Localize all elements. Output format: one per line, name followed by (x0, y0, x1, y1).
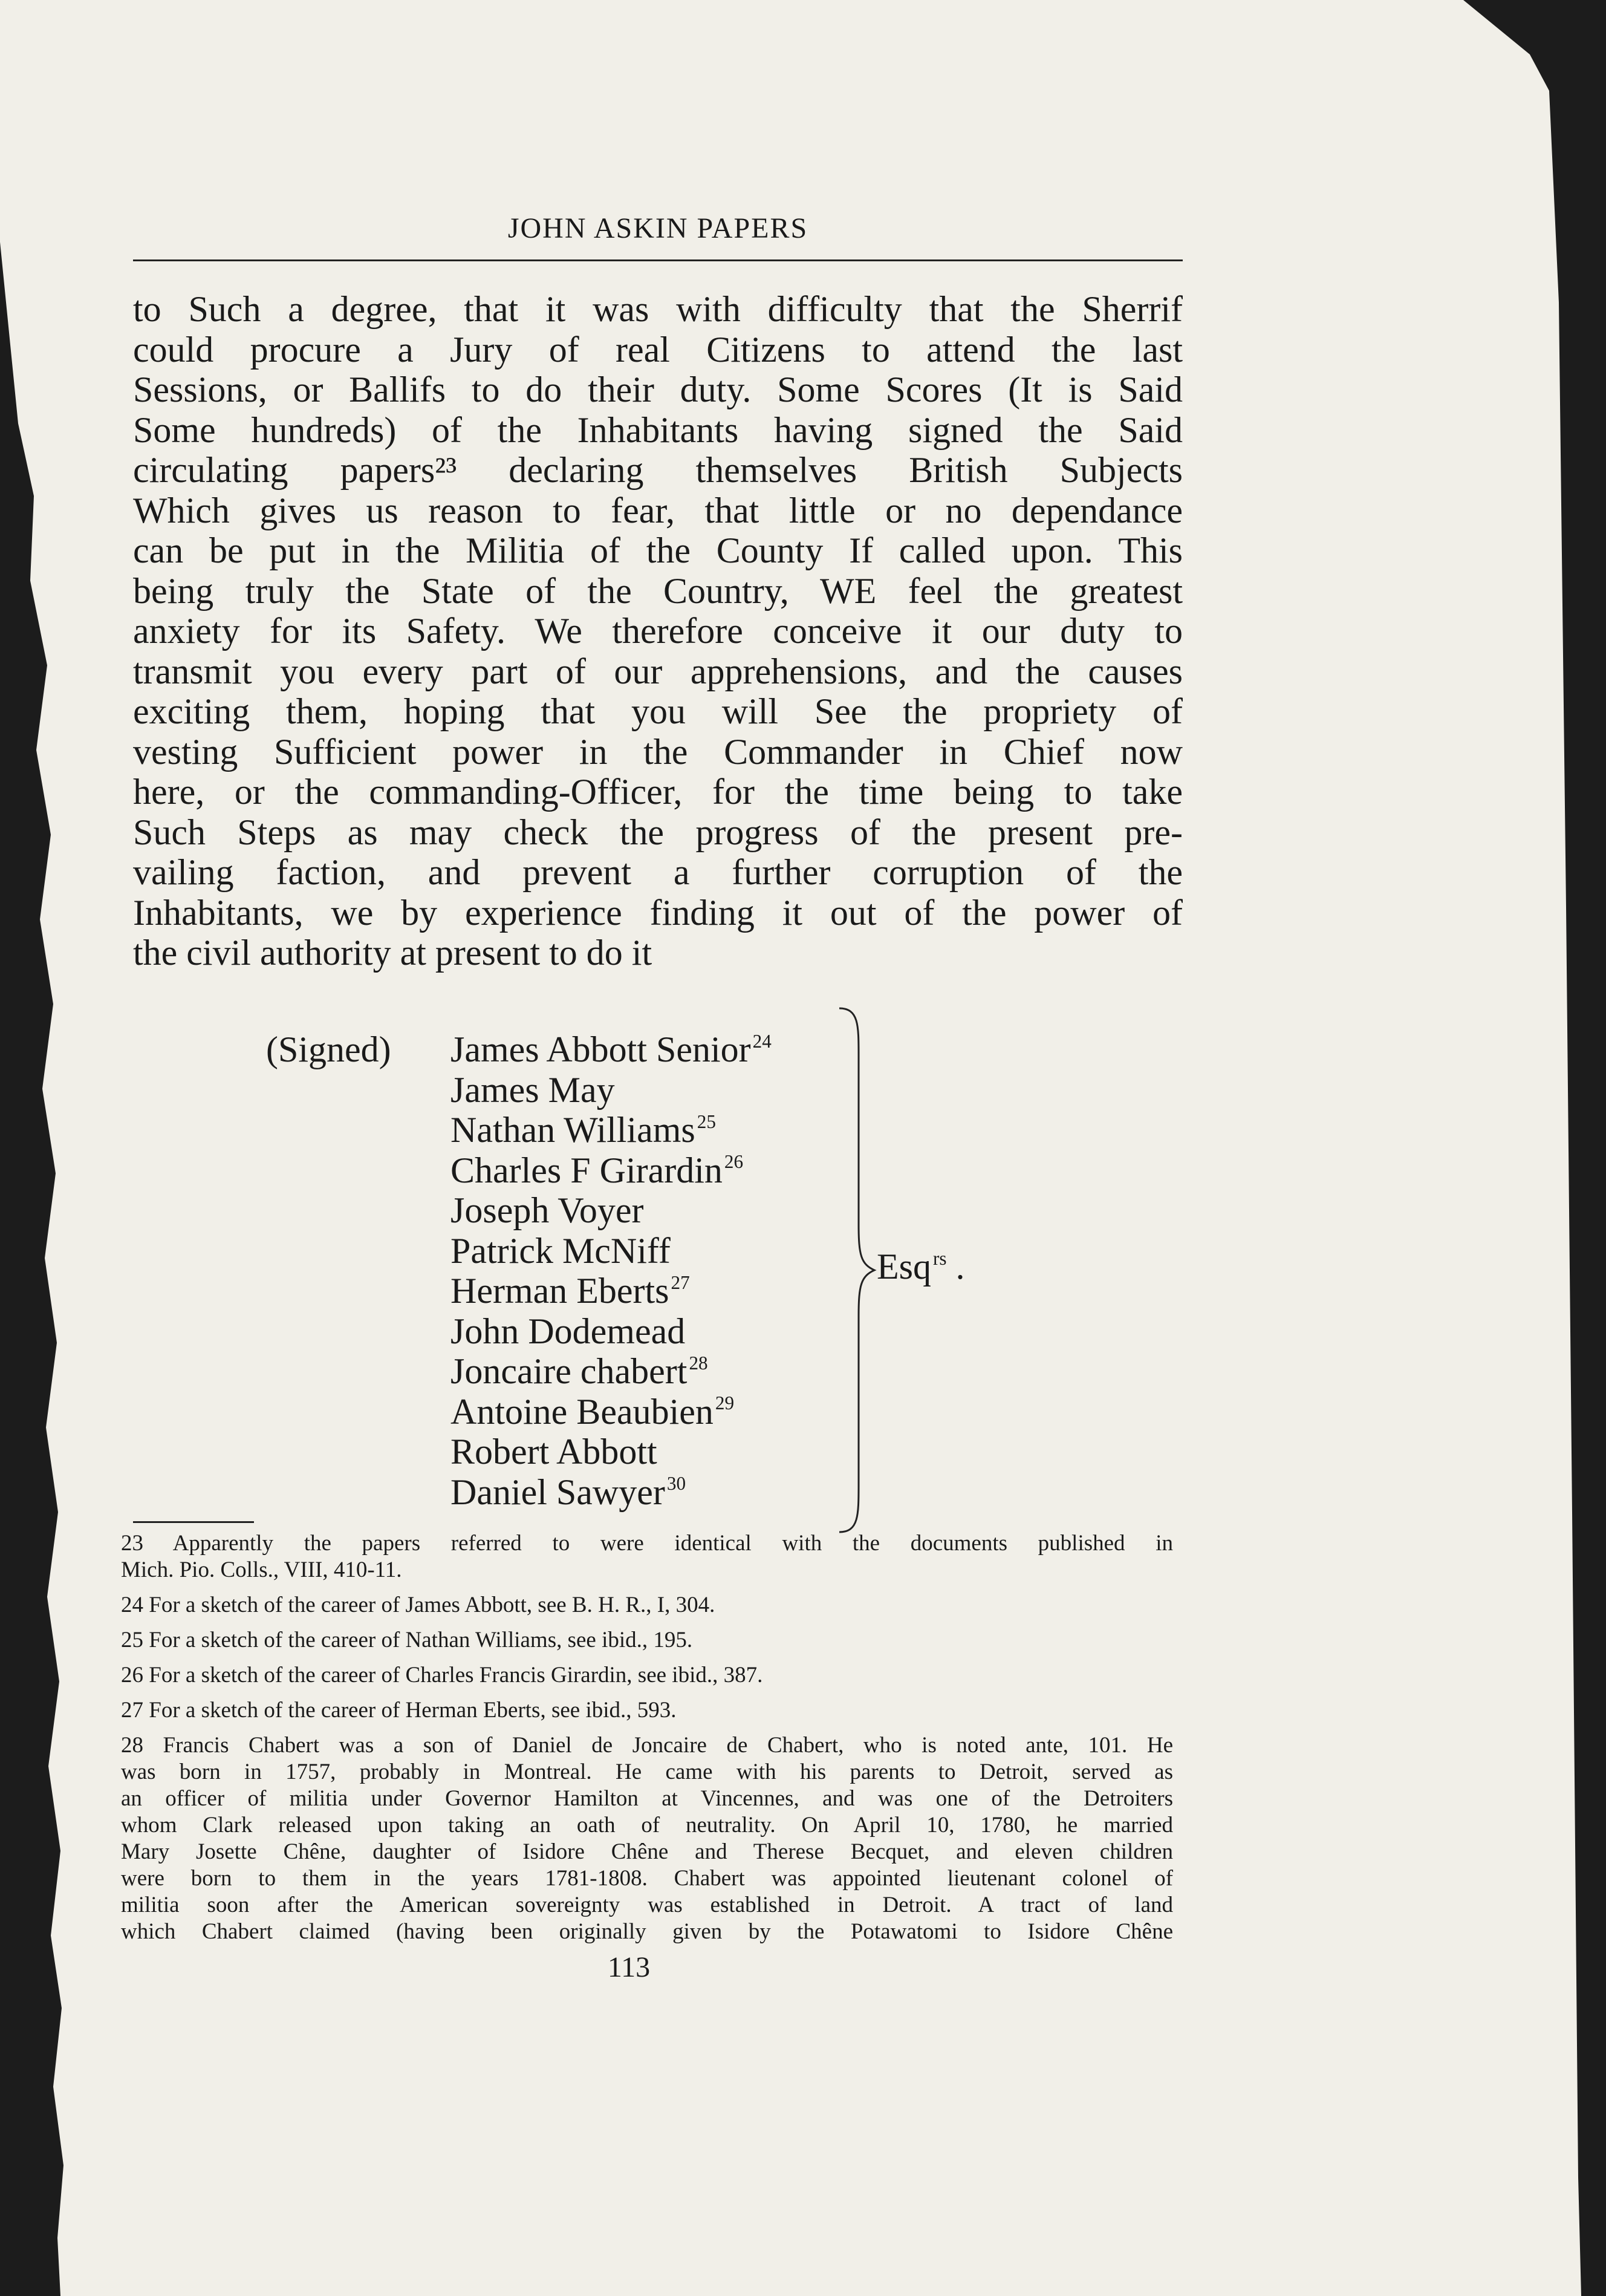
signatory (450, 1271, 772, 1311)
footnote-line: Mary Josette Chêne, daughter of Isidore Chêne and Therese Becquet, and eleven children (121, 1839, 1173, 1864)
footnote-ref: 24 (752, 1030, 772, 1052)
page-number: 113 (607, 1951, 651, 1983)
signatory-name: Charles F Girardin (450, 1150, 723, 1190)
body-line: the civil authority at present to do it (133, 933, 652, 973)
signatory (450, 1029, 772, 1070)
body-line: exciting them, hoping that you will See the propriety of (133, 691, 1183, 731)
signatory (450, 1070, 772, 1110)
footnote-ref: 28 (689, 1352, 708, 1374)
footnote-ref: 26 (724, 1151, 744, 1173)
signatory (450, 1150, 772, 1191)
signatory (450, 1472, 772, 1513)
signatory-name: Joseph Voyer (450, 1190, 644, 1230)
body-text (133, 289, 1183, 973)
signatory-name: James May (450, 1069, 615, 1110)
footnote-ref: 27 (671, 1271, 690, 1293)
signatory-name: Robert Abbott (450, 1432, 657, 1472)
signed-label: (Signed) (266, 1029, 391, 1069)
footnote-ref: 29 (715, 1392, 735, 1414)
signatory-name: Joncaire chabert (450, 1351, 688, 1391)
footnote-line: Mich. Pio. Colls., VIII, 410-11. (121, 1557, 402, 1582)
footnote-line: 25 For a sketch of the career of Nathan Williams, see ibid., 195. (121, 1628, 693, 1652)
footnote-ref: 30 (666, 1473, 686, 1495)
footnote-ref: 25 (697, 1110, 716, 1132)
signatory-name: James Abbott Senior (450, 1029, 751, 1069)
footnote-line: was born in 1757, probably in Montreal. He came with his parents to Detroit, served as (121, 1760, 1173, 1784)
body-line: anxiety for its Safety. We therefore conceive it our duty to (133, 611, 1183, 651)
footnote-line: militia soon after the American sovereignty was established in Detroit. A tract of land (121, 1893, 1173, 1917)
signatory-list (450, 1029, 772, 1512)
signatory (450, 1110, 772, 1150)
footnote-line: 27 For a sketch of the career of Herman Eberts, see ibid., 593. (121, 1698, 677, 1723)
signatory-brace (834, 1007, 877, 1533)
body-line: Sessions, or Ballifs to do their duty. Some Scores (It is Said (133, 370, 1183, 409)
body-line: transmit you every part of our apprehensions, and the causes (133, 651, 1183, 691)
signatory (450, 1231, 772, 1271)
footnotes (121, 1530, 1173, 1945)
body-line: could procure a Jury of real Citizens to attend the last (133, 329, 1183, 370)
esquires-label: Esq$^{rs}$ . (877, 1247, 965, 1287)
signatory-name: Daniel Sawyer (450, 1472, 665, 1512)
footnote-line: which Chabert claimed (having been originally given by the Potawatomi to Isidore Chêne (121, 1919, 1173, 1944)
signatory-name: John Dodemead (450, 1311, 686, 1351)
signatory (450, 1432, 772, 1472)
footnote-rule (133, 1521, 254, 1523)
footnote-line: 26 For a sketch of the career of Charles Francis Girardin, see ibid., 387. (121, 1663, 763, 1688)
body-line: Such Steps as may check the progress of the present pre- (133, 812, 1183, 852)
footnote-line: an officer of militia under Governor Hamilton at Vincennes, and was one of the Detroiters (121, 1786, 1173, 1811)
header-rule (133, 259, 1183, 261)
body-line: to Such a degree, that it was with difficulty that the Sherrif (133, 289, 1183, 329)
body-line: being truly the State of the Country, WE feel the greatest (133, 570, 1183, 611)
footnote-line: whom Clark released upon taking an oath of neutrality. On April 10, 1780, he married (121, 1813, 1173, 1838)
signatory-name: Herman Eberts (450, 1271, 669, 1311)
body-line: circulating papers²³ declaring themselves British Subjects (133, 450, 1183, 490)
running-head: JOHN ASKIN PAPERS (507, 212, 808, 244)
body-line: Which gives us reason to fear, that little or no dependance (133, 490, 1183, 530)
body-line: Some hundreds) of the Inhabitants having signed the Said (133, 409, 1183, 450)
footnote-line: were born to them in the years 1781-1808. Chabert was appointed lieutenant colonel of (121, 1866, 1173, 1891)
signatory-name: Nathan Williams (450, 1110, 695, 1150)
signatory-name: Patrick McNiff (450, 1230, 671, 1271)
signatory (450, 1311, 772, 1352)
signatory (450, 1190, 772, 1231)
body-line: here, or the commanding-Officer, for the time being to take (133, 772, 1183, 812)
signatory (450, 1351, 772, 1392)
body-line: vesting Sufficient power in the Commander in Chief now (133, 731, 1183, 772)
footnote-line: 28 Francis Chabert was a son of Daniel de Joncaire de Chabert, who is noted ante, 101. He (121, 1733, 1173, 1758)
footnote-line: 23 Apparently the papers referred to were identical with the documents published in (121, 1531, 1173, 1556)
signatory (450, 1392, 772, 1432)
body-line: Inhabitants, we by experience finding it out of the power of (133, 892, 1183, 933)
signatory-name: Antoine Beaubien (450, 1391, 714, 1432)
body-line: vailing faction, and prevent a further corruption of the (133, 852, 1183, 892)
body-line: can be put in the Militia of the County If called upon. This (133, 530, 1183, 570)
footnote-line: 24 For a sketch of the career of James Abbott, see B. H. R., I, 304. (121, 1593, 715, 1617)
